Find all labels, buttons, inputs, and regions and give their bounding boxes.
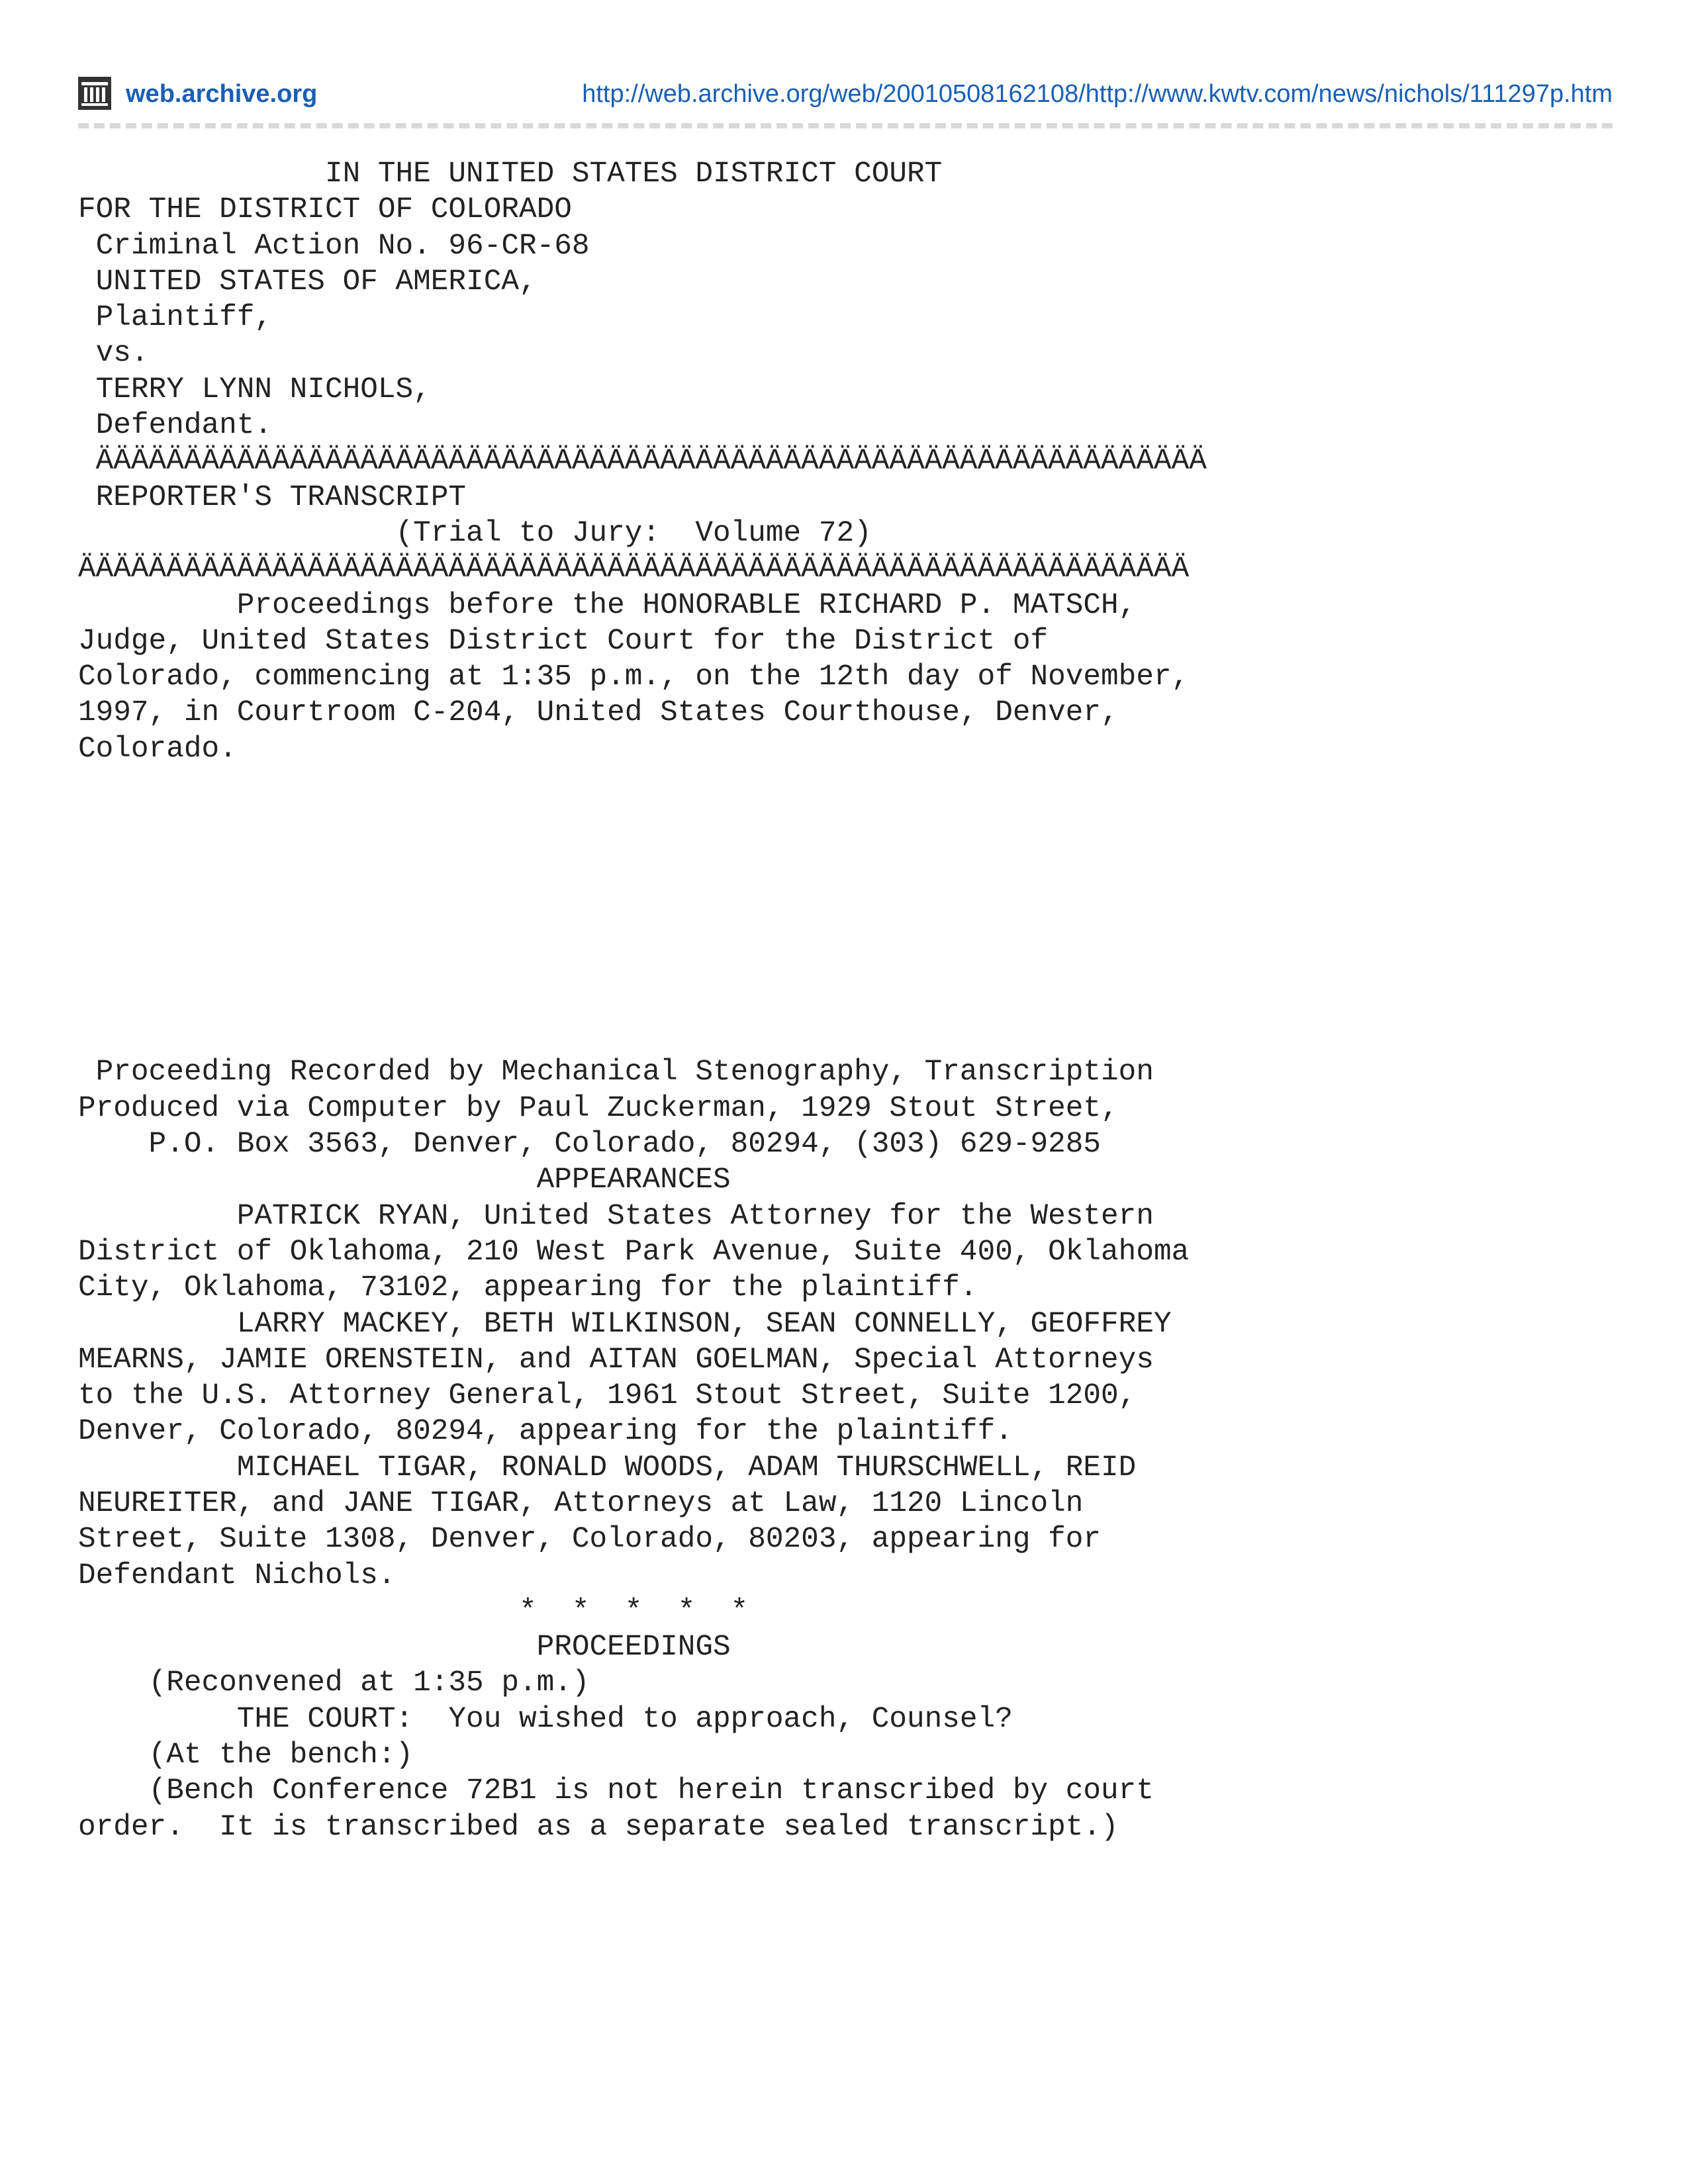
transcript-line: Plaintiff,	[78, 301, 273, 335]
transcript-line: PATRICK RYAN, United States Attorney for the Western	[78, 1199, 1154, 1233]
transcript-line: Proceeding Recorded by Mechanical Stenography, Transcription	[78, 1056, 1154, 1089]
transcript-line: P.O. Box 3563, Denver, Colorado, 80294, (303) 629-9285	[78, 1128, 1102, 1161]
transcript-line: to the U.S. Attorney General, 1961 Stout Street, Suite 1200,	[78, 1379, 1137, 1413]
transcript-line: IN THE UNITED STATES DISTRICT COURT	[78, 158, 943, 191]
transcript-line: * * * * *	[78, 1594, 749, 1628]
transcript-line: FOR THE DISTRICT OF COLORADO	[78, 193, 572, 227]
transcript-line: ÄÄÄÄÄÄÄÄÄÄÄÄÄÄÄÄÄÄÄÄÄÄÄÄÄÄÄÄÄÄÄÄÄÄÄÄÄÄÄÄÄÄÄÄÄÄÄÄÄÄÄÄÄÄÄÄÄÄÄÄÄÄÄ	[78, 445, 1207, 478]
archive-header	[78, 77, 1613, 116]
transcript-line: MEARNS, JAMIE ORENSTEIN, and AITAN GOELMAN, Special Attorneys	[78, 1343, 1154, 1377]
transcript-line: (Trial to Jury: Volume 72)	[78, 516, 872, 550]
transcript-line: REPORTER'S TRANSCRIPT	[78, 480, 467, 514]
archive-building-icon[interactable]	[78, 77, 111, 110]
transcript-line: City, Oklahoma, 73102, appearing for the plaintiff.	[78, 1271, 978, 1305]
transcript-body	[78, 156, 1207, 1845]
transcript-line: NEUREITER, and JANE TIGAR, Attorneys at Law, 1120 Lincoln	[78, 1486, 1084, 1520]
transcript-line: UNITED STATES OF AMERICA,	[78, 265, 537, 298]
archived-page-url-link[interactable]: http://web.archive.org/web/20010508162108/http://www.kwtv.com/news/nichols/111297p.htm	[582, 80, 1613, 108]
header-divider	[78, 123, 1613, 128]
transcript-line	[78, 911, 1207, 946]
transcript-line: Produced via Computer by Paul Zuckerman, 1929 Stout Street,	[78, 1091, 1119, 1125]
transcript-line	[78, 839, 1207, 875]
transcript-line: Colorado, commencing at 1:35 p.m., on the 12th day of November,	[78, 660, 1190, 694]
transcript-line: 1997, in Courtroom C-204, United States Courthouse, Denver,	[78, 696, 1119, 730]
transcript-line: Criminal Action No. 96-CR-68	[78, 229, 590, 263]
transcript-line	[78, 803, 1207, 839]
transcript-line: (At the bench:)	[78, 1739, 414, 1772]
transcript-line: (Reconvened at 1:35 p.m.)	[78, 1666, 590, 1700]
transcript-line: TERRY LYNN NICHOLS,	[78, 373, 431, 406]
transcript-line	[78, 947, 1207, 983]
transcript-line: order. It is transcribed as a separate sealed transcript.)	[78, 1810, 1119, 1844]
transcript-line: District of Oklahoma, 210 West Park Avenue, Suite 400, Oklahoma	[78, 1235, 1190, 1269]
transcript-line: vs.	[78, 337, 149, 371]
transcript-line: ÄÄÄÄÄÄÄÄÄÄÄÄÄÄÄÄÄÄÄÄÄÄÄÄÄÄÄÄÄÄÄÄÄÄÄÄÄÄÄÄÄÄÄÄÄÄÄÄÄÄÄÄÄÄÄÄÄÄÄÄÄÄÄ	[78, 553, 1190, 586]
transcript-line: PROCEEDINGS	[78, 1631, 731, 1664]
transcript-line: THE COURT: You wished to approach, Counsel?	[78, 1702, 1013, 1736]
transcript-line: Judge, United States District Court for the District of	[78, 624, 1049, 658]
transcript-line	[78, 875, 1207, 911]
transcript-line: Denver, Colorado, 80294, appearing for the plaintiff.	[78, 1415, 1013, 1449]
archive-home-link[interactable]: web.archive.org	[126, 80, 318, 108]
transcript-line: Proceedings before the HONORABLE RICHARD P. MATSCH,	[78, 588, 1137, 622]
transcript-line: APPEARANCES	[78, 1163, 731, 1197]
transcript-line: MICHAEL TIGAR, RONALD WOODS, ADAM THURSCHWELL, REID	[78, 1451, 1137, 1484]
transcript-line: LARRY MACKEY, BETH WILKINSON, SEAN CONNELLY, GEOFFREY	[78, 1307, 1172, 1341]
transcript-line: Street, Suite 1308, Denver, Colorado, 80203, appearing for	[78, 1523, 1102, 1557]
transcript-line: Colorado.	[78, 732, 237, 766]
transcript-line: Defendant.	[78, 409, 273, 443]
transcript-line	[78, 767, 1207, 803]
transcript-line: Defendant Nichols.	[78, 1559, 396, 1592]
transcript-line: (Bench Conference 72B1 is not herein transcribed by court	[78, 1774, 1154, 1808]
transcript-line	[78, 1019, 1207, 1054]
transcript-line	[78, 983, 1207, 1019]
